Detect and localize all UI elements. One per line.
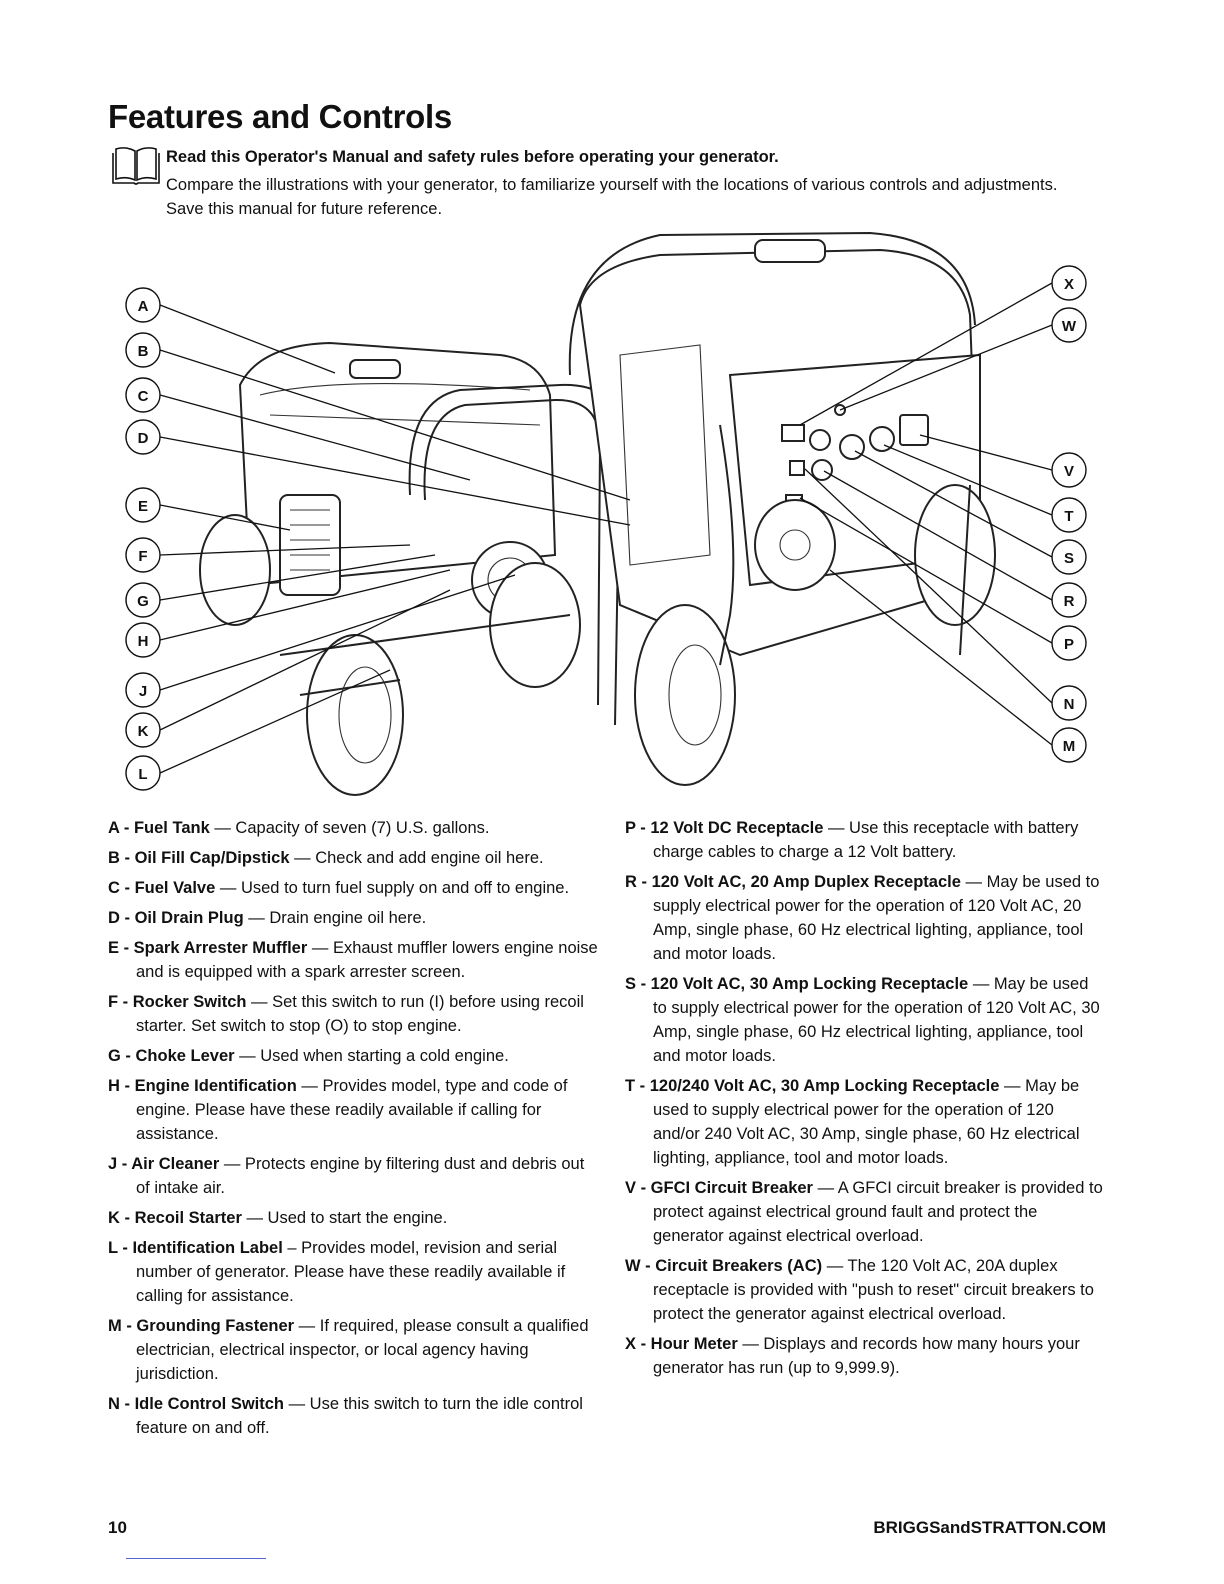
- feature-item-m: M - Grounding Fastener — If required, please consult a qualified electrician, electrical inspector, or local agency having jurisdiction.: [108, 1317, 589, 1383]
- callout-n: [1052, 686, 1086, 720]
- callout-p: [1052, 626, 1086, 660]
- feature-list-left: [108, 816, 598, 1446]
- callout-h: [126, 623, 160, 657]
- callout-t: [1052, 498, 1086, 532]
- feature-item-h: H - Engine Identification — Provides model, type and code of engine. Please have these readily available if calling for assistance.: [108, 1077, 568, 1143]
- website-link[interactable]: BRIGGSandSTRATTON.COM: [873, 1518, 1106, 1537]
- svg-text:J: J: [138, 683, 148, 700]
- callout-m: [1052, 728, 1086, 762]
- intro-paragraph: Compare the illustrations with your generator, to familiarize yourself with the locations of various controls and adjustments. Save this manual for future reference.: [166, 176, 1058, 218]
- feature-item-n: N - Idle Control Switch — Use this switch to turn the idle control feature on and off.: [108, 1395, 583, 1437]
- feature-item-a: A - Fuel Tank — Capacity of seven (7) U.S. gallons.: [108, 819, 490, 837]
- feature-item-x: X - Hour Meter — Displays and records how many hours your generator has run (up to 9,999.9).: [625, 1335, 1080, 1377]
- svg-text:V: V: [1063, 463, 1075, 480]
- callout-a: [126, 288, 160, 322]
- callout-x: [1052, 266, 1086, 300]
- feature-item-l: L - Identification Label – Provides model, revision and serial number of generator. Please have these readily available if calling for assistance.: [108, 1239, 566, 1305]
- svg-text:D: D: [137, 430, 149, 447]
- callout-c: [126, 378, 160, 412]
- feature-item-t: T - 120/240 Volt AC, 30 Amp Locking Receptacle — May be used to supply electrical power for the operation of 120 and/or 240 Volt AC, 30 Amp, single phase, 60 Hz electrical lighting, appliance, tool and motor loads.: [625, 1077, 1080, 1167]
- svg-text:B: B: [137, 343, 149, 360]
- svg-text:M: M: [1062, 738, 1076, 755]
- feature-item-g: G - Choke Lever — Used when starting a cold engine.: [108, 1047, 509, 1065]
- feature-item-s: S - 120 Volt AC, 30 Amp Locking Receptacle — May be used to supply electrical power for the operation of 120 Volt AC, 30 Amp, single phase, 60 Hz electrical lighting, appliance, tool and motor loads.: [625, 975, 1100, 1065]
- callout-w: [1052, 308, 1086, 342]
- feature-item-w: W - Circuit Breakers (AC) — The 120 Volt AC, 20A duplex receptacle is provided with "push to reset" circuit breakers to protect the generator against electrical overload.: [625, 1257, 1094, 1323]
- feature-item-c: C - Fuel Valve — Used to turn fuel supply on and off to engine.: [108, 879, 570, 897]
- page-title: Features and Controls: [108, 98, 452, 135]
- feature-item-k: K - Recoil Starter — Used to start the engine.: [108, 1209, 448, 1227]
- svg-text:C: C: [137, 388, 149, 405]
- svg-text:E: E: [137, 498, 149, 515]
- feature-item-j: J - Air Cleaner — Protects engine by filtering dust and debris out of intake air.: [108, 1155, 585, 1197]
- callout-f: [126, 538, 160, 572]
- callout-j: [126, 673, 160, 707]
- feature-list-right: [625, 816, 1105, 1386]
- svg-text:P: P: [1063, 636, 1075, 653]
- feature-item-v: V - GFCI Circuit Breaker — A GFCI circuit breaker is provided to protect against electrical ground fault and protect the generator against electrical overload.: [625, 1179, 1103, 1245]
- svg-text:A: A: [137, 298, 149, 315]
- svg-text:K: K: [137, 723, 149, 740]
- callout-k: [126, 713, 160, 747]
- generator-right-view: [570, 233, 995, 785]
- callout-s: [1052, 540, 1086, 574]
- callout-d: [126, 420, 160, 454]
- svg-text:R: R: [1063, 593, 1075, 610]
- svg-text:G: G: [137, 593, 149, 610]
- page-number: 10: [108, 1518, 127, 1537]
- feature-item-r: R - 120 Volt AC, 20 Amp Duplex Receptacle — May be used to supply electrical power for the operation of 120 Volt AC, 20 Amp, single phase, 60 Hz electrical lighting, appliance, tool and motor loads.: [625, 873, 1100, 963]
- feature-item-d: D - Oil Drain Plug — Drain engine oil here.: [108, 909, 427, 927]
- svg-text:W: W: [1061, 318, 1077, 335]
- svg-text:X: X: [1063, 276, 1075, 293]
- callout-e: [126, 488, 160, 522]
- safety-instruction: Read this Operator's Manual and safety rules before operating your generator.: [166, 148, 779, 166]
- feature-item-e: E - Spark Arrester Muffler — Exhaust muffler lowers engine noise and is equipped with a spark arrester screen.: [108, 939, 598, 981]
- callout-g: [126, 583, 160, 617]
- feature-item-f: F - Rocker Switch — Set this switch to run (I) before using recoil starter. Set switch to stop (O) to stop engine.: [108, 993, 584, 1035]
- svg-text:N: N: [1063, 696, 1075, 713]
- callout-l: [126, 756, 160, 790]
- callout-v: [1052, 453, 1086, 487]
- callout-b: [126, 333, 160, 367]
- svg-text:T: T: [1064, 508, 1074, 525]
- feature-item-p: P - 12 Volt DC Receptacle — Use this receptacle with battery charge cables to charge a 12 Volt battery.: [625, 819, 1079, 861]
- svg-text:S: S: [1063, 550, 1075, 567]
- svg-text:F: F: [138, 548, 148, 565]
- svg-text:L: L: [138, 766, 148, 783]
- manual-book-icon: [110, 145, 162, 187]
- callout-r: [1052, 583, 1086, 617]
- feature-item-b: B - Oil Fill Cap/Dipstick — Check and add engine oil here.: [108, 849, 544, 867]
- footer-rule: [126, 1558, 266, 1559]
- generator-illustration: [100, 225, 1110, 800]
- svg-text:H: H: [137, 633, 149, 650]
